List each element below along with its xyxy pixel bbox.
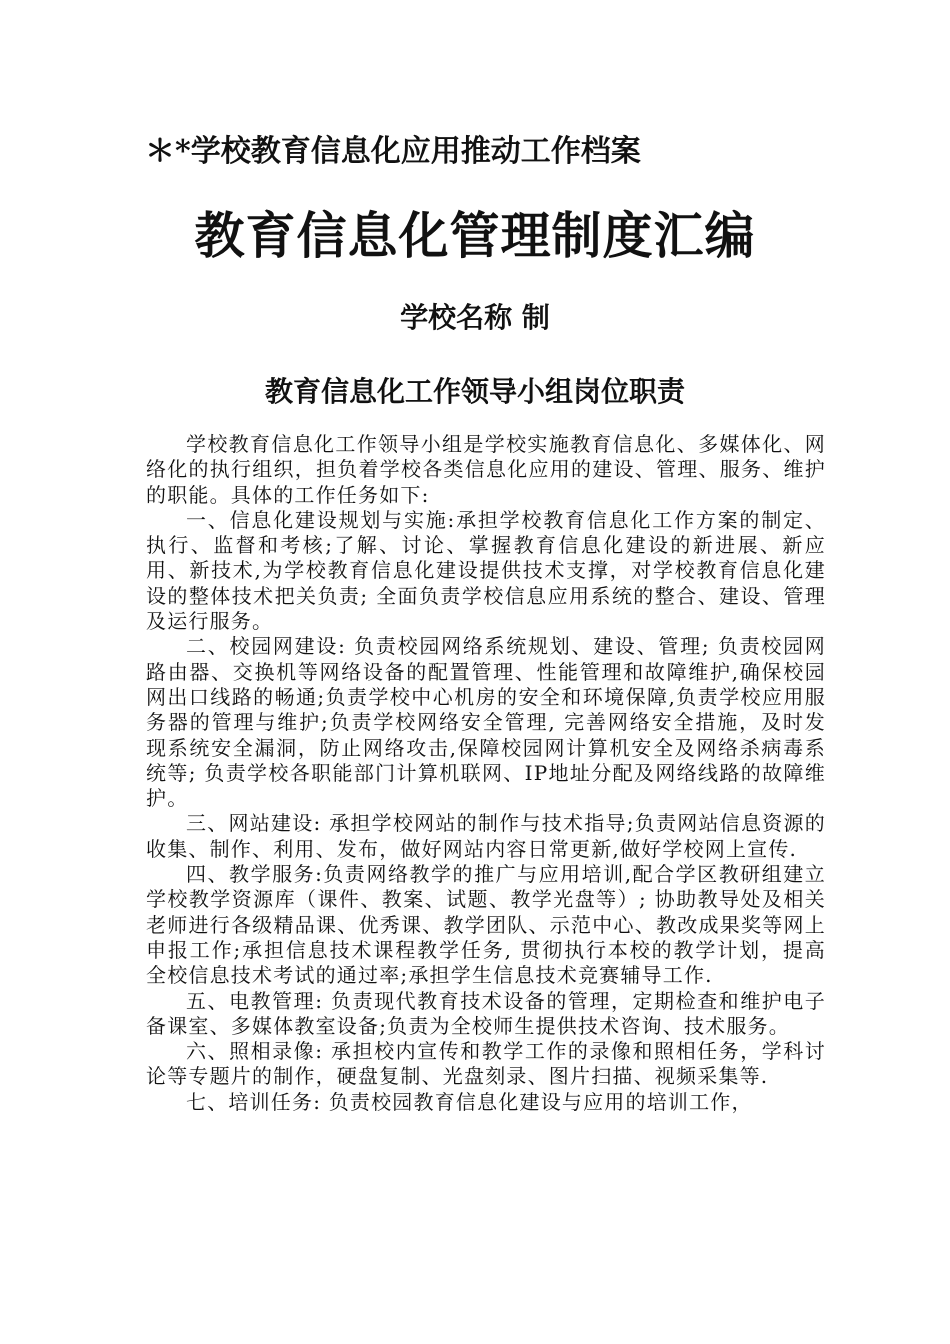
paragraph-av-management: 五、电教管理: 负责现代教育技术设备的管理，定期检查和维护电子备课室、多媒体教室设备;负责为全校师生提供技术咨询、技术服务。 — [146, 988, 826, 1038]
archive-title: ＊*学校教育信息化应用推动工作档案 — [145, 134, 641, 169]
main-title: 教育信息化管理制度汇编 — [194, 206, 756, 265]
paragraph-training: 七、培训任务: 负责校园教育信息化建设与应用的培训工作， — [186, 1089, 753, 1114]
paragraph-photo-video: 六、照相录像: 承担校内宣传和教学工作的录像和照相任务，学科讨论等专题片的制作，硬盘复制、光盘刻录、图片扫描、视频采集等. — [146, 1039, 826, 1089]
paragraph-teaching-service: 四、教学服务:负责网络教学的推广与应用培训,配合学区教研组建立学校教学资源库（课件、教案、试题、教学光盘等）; 协助教导处及相关老师进行各级精品课、优秀课、教学团队、示范中心、教改成果奖等网上申报工作;承担信息技术课程教学任务, 贯彻执行本校的教学计划，提高全校信息技术考试的通过率;承担学生信息技术竞赛辅导工作. — [146, 862, 826, 988]
paragraph-website: 三、网站建设: 承担学校网站的制作与技术指导;负责网站信息资源的收集、制作、利用、发布，做好网站内容日常更新,做好学校网上宣传. — [146, 811, 826, 861]
body-text — [146, 432, 826, 1115]
school-name: 学校名称 制 — [400, 301, 550, 334]
section-title: 教育信息化工作领导小组岗位职责 — [264, 375, 685, 408]
paragraph-intro: 学校教育信息化工作领导小组是学校实施教育信息化、多媒体化、网络化的执行组织，担负着学校各类信息化应用的建设、管理、服务、维护的职能。具体的工作任务如下: — [146, 432, 826, 507]
paragraph-campus-network: 二、校园网建设: 负责校园网络系统规划、建设、管理; 负责校园网路由器、交换机等网络设备的配置管理、性能管理和故障维护,确保校园网出口线路的畅通;负责学校中心机房的安全和环境保障,负责学校应用服务器的管理与维护;负责学校网络安全管理, 完善网络安全措施，及时发现系统安全漏洞，防止网络攻击,保障校园网计算机安全及网络杀病毒系统等; 负责学校各职能部门计算机联网、IP地址分配及网络线路的故障维护。 — [146, 634, 826, 811]
paragraph-planning: 一、信息化建设规划与实施:承担学校教育信息化工作方案的制定、执行、监督和考核;了解、讨论、掌握教育信息化建设的新进展、新应用、新技术,为学校教育信息化建设提供技术支撑，对学校教育信息化建设的整体技术把关负责; 全面负责学校信息应用系统的整合、建设、管理及运行服务。 — [146, 507, 826, 634]
